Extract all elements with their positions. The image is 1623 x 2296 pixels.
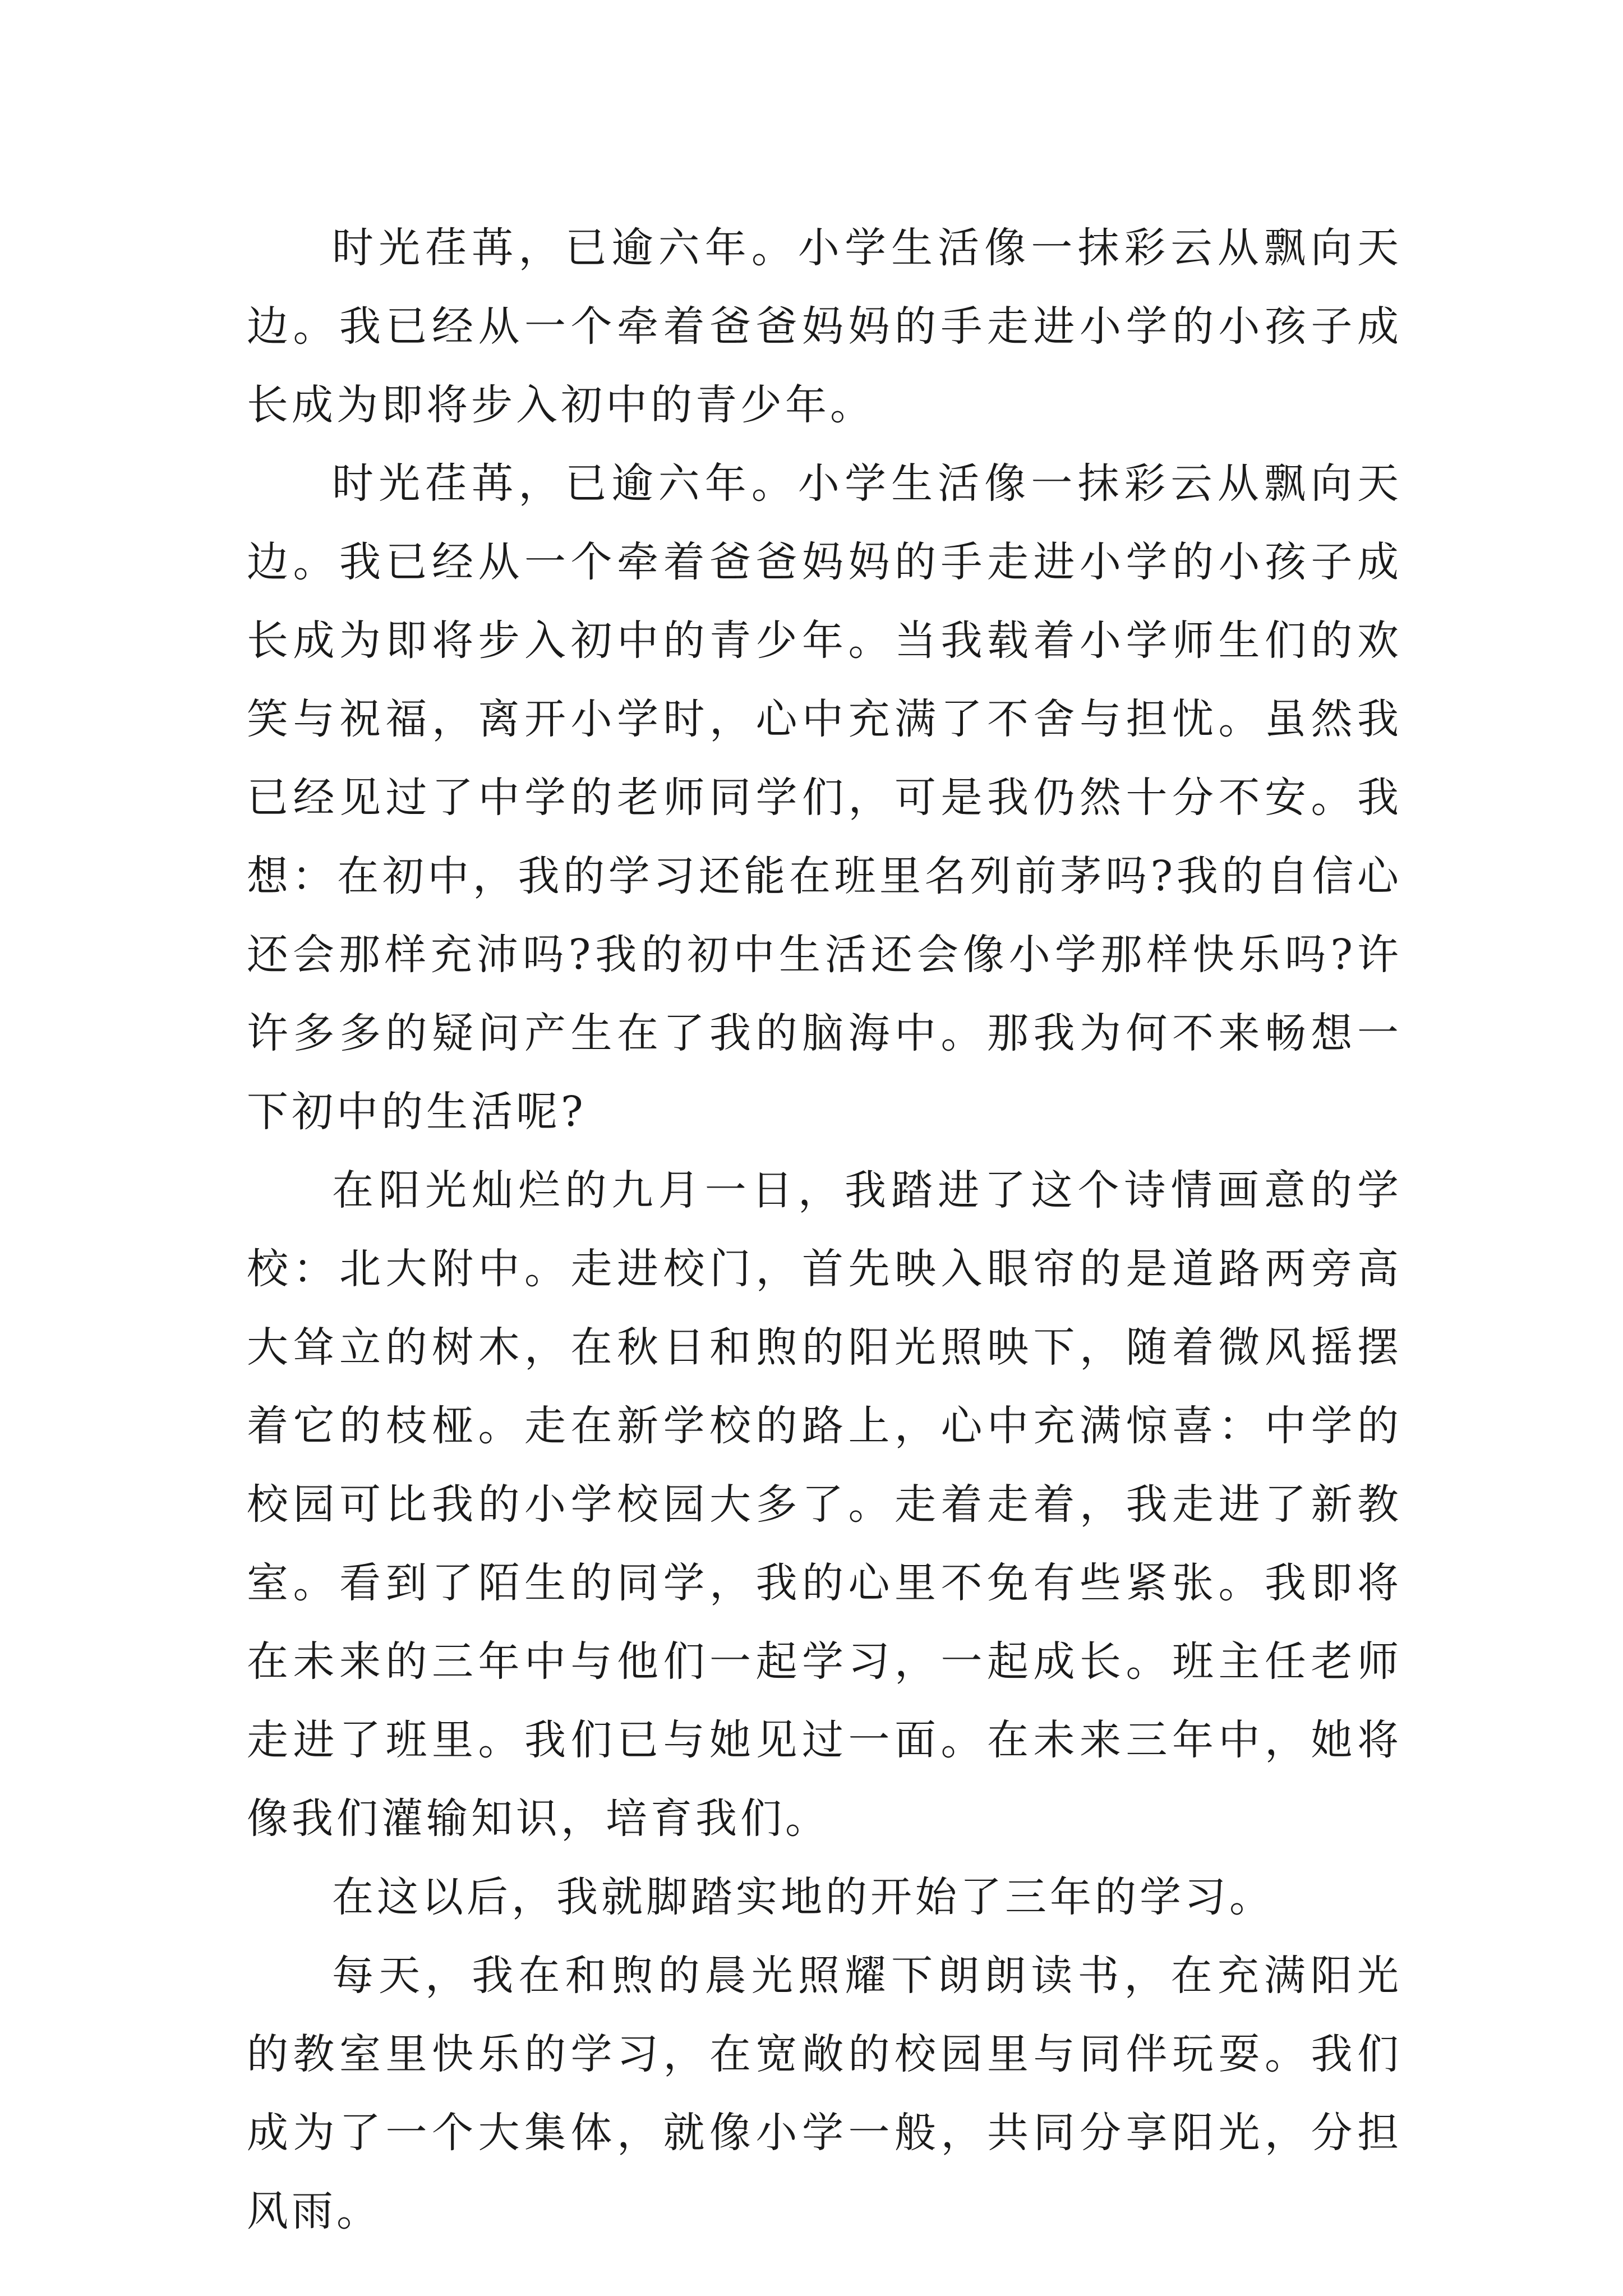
paragraph-2: 时光荏苒，已逾六年。小学生活像一抹彩云从飘向天边。我已经从一个牵着爸爸妈妈的手走进小学的小孩子成长成为即将步入初中的青少年。当我载着小学师生们的欢笑与祝福，离开小学时，心中充满了不舍与担忧。虽然我已经见过了中学的老师同学们，可是我仍然十分不安。我想：在初中，我的学习还能在班里名列前茅吗?我的自信心还会那样充沛吗?我的初中生活还会像小学那样快乐吗?许许多多的疑问产生在了我的脑海中。那我为何不来畅想一下初中的生活呢? [247, 459, 1402, 1136]
paragraph-1: 时光荏苒，已逾六年。小学生活像一抹彩云从飘向天边。我已经从一个牵着爸爸妈妈的手走进小学的小孩子成长成为即将步入初中的青少年。 [247, 224, 1402, 429]
document-body [247, 209, 1402, 2251]
paragraph-4: 在这以后，我就脚踏实地的开始了三年的学习。 [332, 1873, 1274, 1921]
paragraph-5: 每天，我在和煦的晨光照耀下朗朗读书，在充满阳光的教室里快乐的学习，在宽敞的校园里与同伴玩耍。我们成为了一个大集体，就像小学一般，共同分享阳光，分担风雨。 [247, 1952, 1402, 2235]
paragraph-3: 在阳光灿烂的九月一日，我踏进了这个诗情画意的学校：北大附中。走进校门，首先映入眼帘的是道路两旁高大耸立的树木，在秋日和煦的阳光照映下，随着微风摇摆着它的枝桠。走在新学校的路上，心中充满惊喜：中学的校园可比我的小学校园大多了。走着走着，我走进了新教室。看到了陌生的同学，我的心里不免有些紧张。我即将在未来的三年中与他们一起学习，一起成长。班主任老师走进了班里。我们已与她见过一面。在未来三年中，她将像我们灌输知识，培育我们。 [247, 1166, 1402, 1843]
